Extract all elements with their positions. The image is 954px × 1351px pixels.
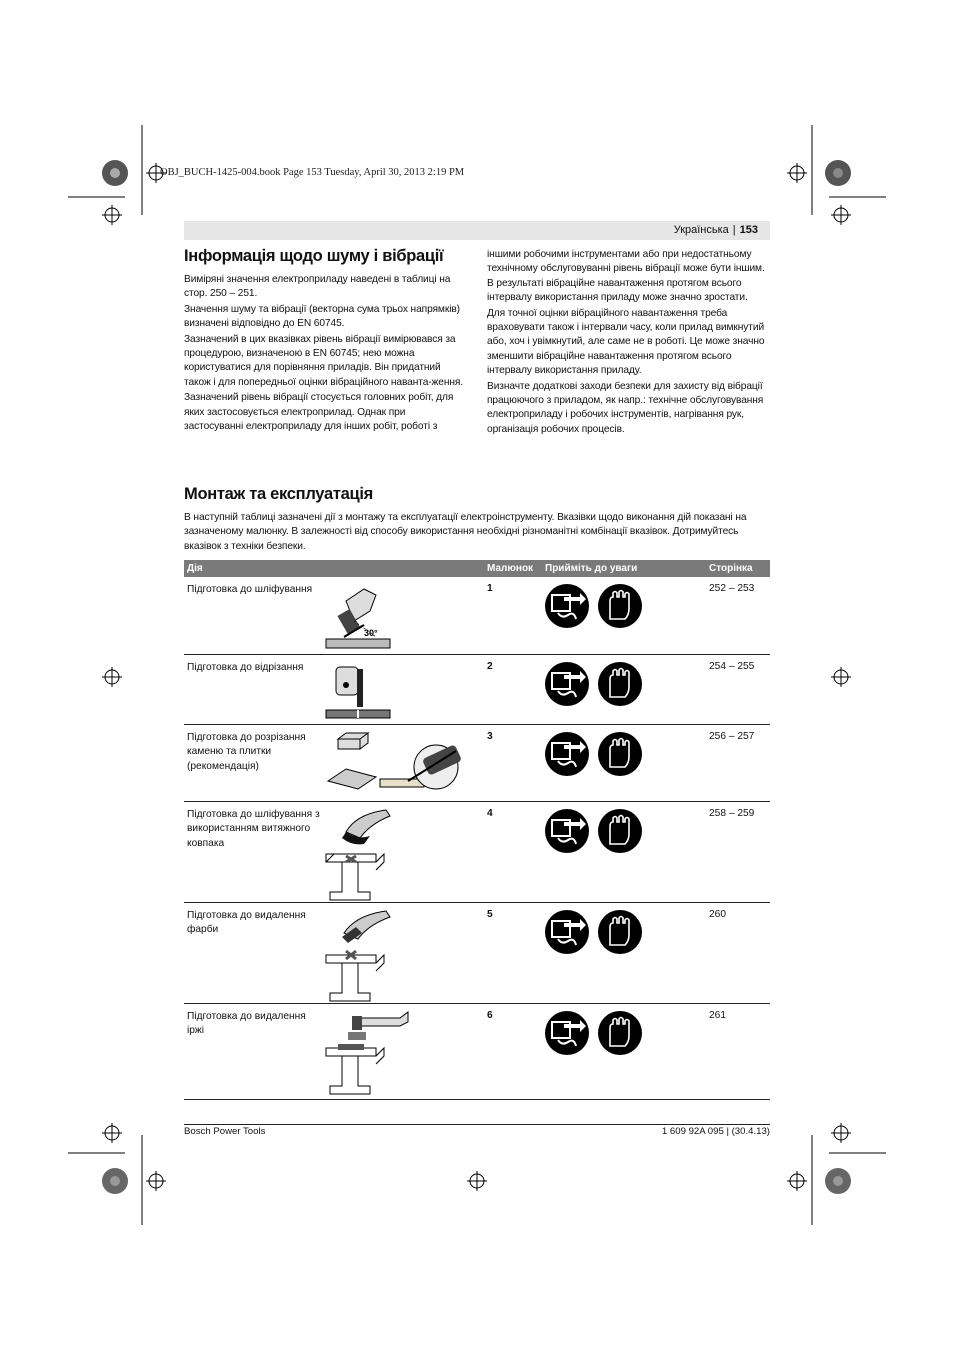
- figure-number: 5: [487, 909, 493, 920]
- table-row: [184, 802, 770, 903]
- header-language: Українська: [673, 224, 729, 236]
- table-row: [184, 655, 770, 725]
- page-header: Українська | 153: [673, 224, 758, 236]
- paint-removal-illustration: [324, 907, 396, 1003]
- action-label: Підготовка до відрізання: [187, 662, 304, 673]
- col-header-action: Дія: [187, 563, 203, 574]
- table-row: [184, 903, 770, 1004]
- paragraph: Зазначений в цих вказівках рівень вібрації вимірювався за процедурою, визначеною в EN 60745; нею можна користуватися для порівняння приладів. Він придатний також і для попередньої оцінки вібраційного наванта-ження.: [184, 333, 464, 388]
- paragraph: Значення шуму та вібрації (векторна сума трьох напрямків) визначені відповідно до EN 60745.: [184, 303, 460, 330]
- paragraph: іншими робочими інструментами або при недостатньому технічному обслуговуванні рівень вібрації може бути іншим. В результаті вібраційне навантаження протягом всього інтервалу використання приладу може значно зростати.: [487, 249, 765, 304]
- col-header-figure: Малюнок: [487, 563, 534, 574]
- page-header-bar: [184, 221, 770, 240]
- noise-section-title: Інформація щодо шуму і вібрації: [184, 247, 444, 265]
- noise-column-1: [184, 273, 467, 435]
- action-label: Підготовка до видалення фарби: [187, 910, 306, 936]
- grinder-30deg-illustration: [324, 581, 396, 651]
- notice-icons: [544, 1010, 644, 1061]
- assembly-section-title: Монтаж та експлуатація: [184, 485, 373, 503]
- action-label: Підготовка до шліфування: [187, 584, 313, 595]
- stone-tile-cutting-illustration: [324, 729, 484, 799]
- col-header-page: Сторінка: [709, 563, 753, 574]
- extraction-hood-illustration: [324, 806, 396, 902]
- page-range: 261: [709, 1010, 726, 1021]
- paragraph: Виміряні значення електроприладу наведені в таблиці на стор. 250 – 251.: [184, 274, 451, 300]
- paragraph: Визначте додаткові заходи безпеки для захисту від вібрації працюючого з приладом, як напр.: технічне обслуговування електроприладу і робочих інструментів, нагрівання рук, організація робочих процесів.: [487, 380, 764, 435]
- page-range: 260: [709, 909, 726, 920]
- figure-number: 4: [487, 808, 493, 819]
- page-range: 252 – 253: [709, 583, 755, 594]
- notice-icons: [544, 909, 644, 960]
- gloves-icon: [598, 732, 642, 776]
- noise-column-2: [487, 248, 770, 438]
- actions-table: [184, 560, 770, 1100]
- grinder-cutting-illustration: [324, 659, 396, 721]
- page-range: 256 – 257: [709, 731, 755, 742]
- table-header: [184, 560, 770, 577]
- unplug-icon: [545, 1011, 589, 1055]
- paragraph: Зазначений рівень вібрації стосується головних робіт, для яких застосовується електроприлад. Однак при застосуванні електроприладу для інших робіт, роботі з: [184, 392, 454, 433]
- gloves-icon: [598, 662, 642, 706]
- gloves-icon: [598, 809, 642, 853]
- notice-icons: [544, 661, 644, 712]
- angle-label: 30°: [364, 628, 378, 638]
- page-number: 153: [739, 224, 758, 236]
- unplug-icon: [545, 662, 589, 706]
- rust-removal-illustration: [324, 1008, 414, 1100]
- gloves-icon: [598, 1011, 642, 1055]
- page-range: 258 – 259: [709, 808, 755, 819]
- assembly-intro: В наступній таблиці зазначені дії з монтажу та експлуатації електроінструменту. Вказівки щодо виконання дій показані на зазначеному малюнку. В залежності від способу використання необхідні різноманітні комбінації вказівок. Дотримуйтесь вказівок з техніки безпеки.: [184, 512, 747, 552]
- figure-number: 6: [487, 1010, 493, 1021]
- table-row: [184, 577, 770, 655]
- page-range: 254 – 255: [709, 661, 755, 672]
- footer-brand: Bosch Power Tools: [184, 1126, 266, 1137]
- print-slug: OBJ_BUCH-1425-004.book Page 153 Tuesday, April 30, 2013 2:19 PM: [160, 167, 465, 178]
- action-label: Підготовка до видалення іржі: [187, 1011, 306, 1037]
- paragraph: Для точної оцінки вібраційного навантаження треба враховувати також і інтервали часу, коли прилад вимкнутий або, хоч і увімкнутий, але саме не в роботі. Це може значно зменшити вібраційне навантаження протягом всього інтервалу використання приладу.: [487, 307, 765, 377]
- table-row: [184, 725, 770, 802]
- unplug-icon: [545, 910, 589, 954]
- footer-code: 1 609 92A 095 | (30.4.13): [661, 1126, 770, 1137]
- unplug-icon: [545, 732, 589, 776]
- gloves-icon: [598, 910, 642, 954]
- col-header-note: Прийміть до уваги: [545, 563, 638, 574]
- gloves-icon: [598, 584, 642, 628]
- notice-icons: [544, 808, 644, 859]
- table-row: [184, 1004, 770, 1100]
- unplug-icon: [545, 809, 589, 853]
- unplug-icon: [545, 584, 589, 628]
- figure-number: 2: [487, 661, 493, 672]
- figure-number: 1: [487, 583, 493, 594]
- footer-rule: [184, 1124, 770, 1125]
- action-label: Підготовка до шліфування з використанням витяжного ковпака: [187, 809, 320, 849]
- figure-number: 3: [487, 731, 493, 742]
- notice-icons: [544, 583, 644, 634]
- notice-icons: [544, 731, 644, 782]
- action-label: Підготовка до розрізання каменю та плитки (рекомендація): [187, 732, 306, 772]
